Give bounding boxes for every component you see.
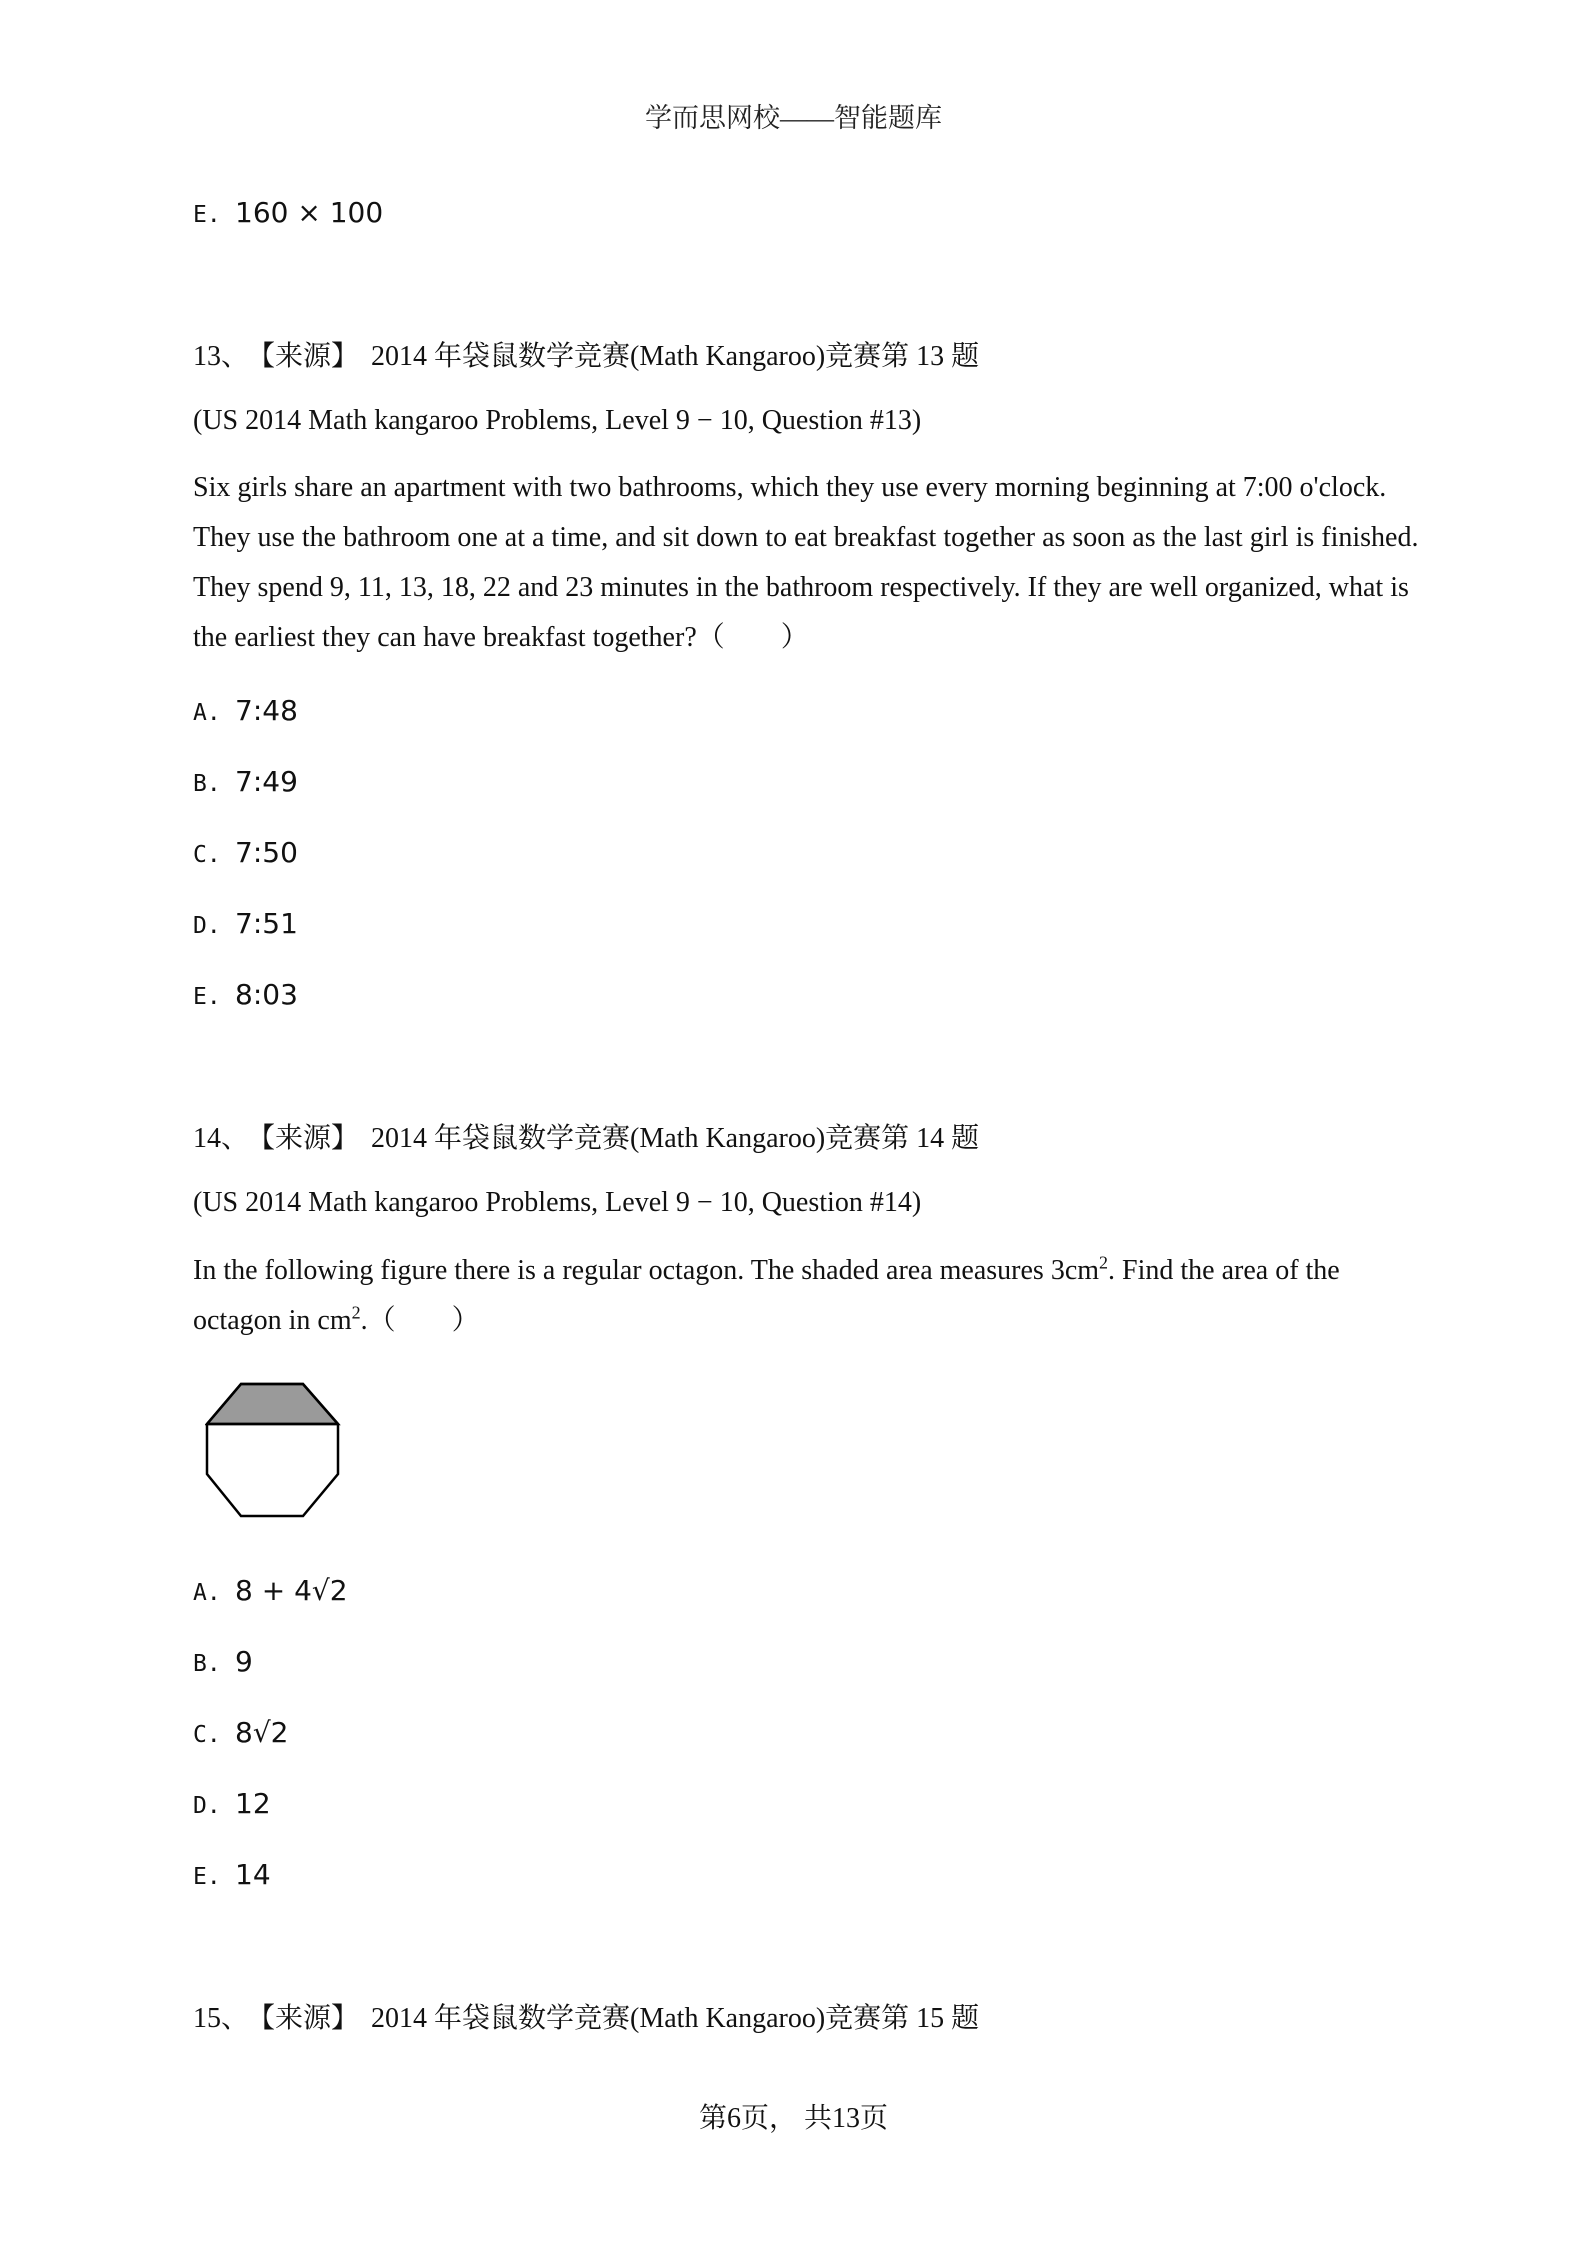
option-letter: B.: [193, 771, 221, 797]
shaded-region: [207, 1384, 338, 1424]
option-letter: C.: [193, 842, 221, 868]
option-letter: E.: [193, 984, 221, 1010]
text-part: In the following figure there is a regular octagon. The shaded area measures 3cm: [193, 1255, 1100, 1286]
q14-option-d: [193, 1787, 271, 1820]
question-14-text: [193, 1246, 1433, 1346]
option-letter: A.: [193, 700, 221, 726]
option-value: 7:51: [235, 907, 298, 940]
source-tag: 【来源】: [261, 2003, 360, 2034]
q14-option-a: [193, 1574, 348, 1607]
option-letter: E.: [193, 1864, 221, 1890]
question-14-reference: (US 2014 Math kangaroo Problems, Level 9 − 10, Question #14): [193, 1187, 922, 1218]
option-value: 14: [235, 1858, 271, 1891]
option-letter: D.: [193, 1793, 221, 1819]
source-text: 2014 年袋鼠数学竞赛(Math Kangaroo)竞赛第 15 题: [371, 2003, 980, 2034]
question-13-header: [193, 334, 979, 374]
option-value: 12: [235, 1787, 271, 1820]
option-letter: C.: [193, 1722, 221, 1748]
q14-option-e: [193, 1858, 271, 1891]
superscript: 2: [351, 1302, 361, 1323]
text-part: .（ ）: [360, 1305, 480, 1336]
octagon-svg: [205, 1382, 345, 1522]
option-letter: E.: [193, 202, 221, 228]
question-13-text: Six girls share an apartment with two bathrooms, which they use every morning beginning at 7:00 o'clock. They use the bathroom one at a time, and sit down to eat breakfast together as soon as the last girl is finished. They spend 9, 11, 13, 18, 22 and 23 minutes in the bathroom respectively. If they are well organized, what is the earliest they can have breakfast together?（ ）: [193, 472, 1419, 653]
octagon-figure: [205, 1382, 345, 1527]
question-number: 14、: [193, 1123, 250, 1154]
q14-option-b: [193, 1645, 253, 1678]
question-13-reference: (US 2014 Math kangaroo Problems, Level 9 − 10, Question #13): [193, 405, 922, 436]
prev-option-e: [193, 196, 383, 229]
option-letter: A.: [193, 1580, 221, 1606]
option-value: 9: [235, 1645, 253, 1678]
page-header: 学而思网校——智能题库: [645, 103, 942, 133]
option-value: 7:50: [235, 836, 298, 869]
option-value: 8:03: [235, 978, 298, 1011]
option-letter: D.: [193, 913, 221, 939]
question-15-header: [193, 1996, 979, 2036]
option-value: 7:48: [235, 694, 298, 727]
question-number: 15、: [193, 2003, 250, 2034]
q13-option-b: [193, 765, 298, 798]
option-value: 8 + 4√2: [235, 1574, 348, 1607]
text-part: . Find the area of the octagon in cm: [193, 1255, 1340, 1336]
question-number: 13、: [193, 341, 250, 372]
question-14-header: [193, 1116, 979, 1156]
source-tag: 【来源】: [261, 1123, 360, 1154]
source-tag: 【来源】: [261, 341, 360, 372]
q13-option-e: [193, 978, 298, 1011]
q14-option-c: [193, 1716, 288, 1749]
option-value: 7:49: [235, 765, 298, 798]
q13-option-d: [193, 907, 298, 940]
source-text: 2014 年袋鼠数学竞赛(Math Kangaroo)竞赛第 13 题: [371, 341, 980, 372]
superscript: 2: [1099, 1252, 1109, 1273]
option-value: 160 × 100: [235, 196, 384, 229]
q13-option-a: [193, 694, 298, 727]
option-value: 8√2: [235, 1716, 289, 1749]
option-letter: B.: [193, 1651, 221, 1677]
source-text: 2014 年袋鼠数学竞赛(Math Kangaroo)竞赛第 14 题: [371, 1123, 980, 1154]
page-footer: 第6页， 共13页: [698, 2103, 888, 2134]
q13-option-c: [193, 836, 298, 869]
